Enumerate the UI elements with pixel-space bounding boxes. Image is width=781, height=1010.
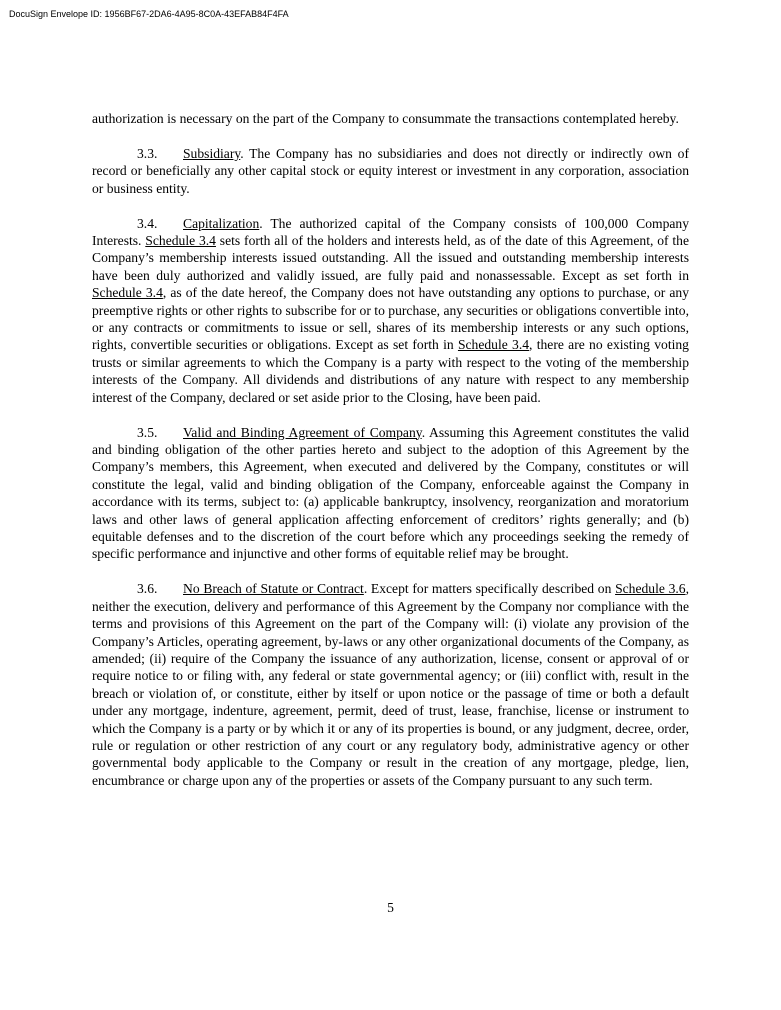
document-body — [92, 110, 689, 807]
section-number: 3.6. — [137, 581, 158, 597]
section-text: sets forth all of the holders and interests held, as of the date of this Agreement, of the Company’s membership interests issued outstanding. All the issued and outstanding membership interests have been duly authorized and validly issued, are fully paid and nonassessable. Except as set forth in — [92, 233, 689, 283]
section-3-5 — [92, 424, 689, 563]
docusign-envelope-id: DocuSign Envelope ID: 1956BF67-2DA6-4A95-8C0A-43EFAB84F4FA — [9, 9, 289, 19]
schedule-reference: Schedule 3.4 — [145, 233, 216, 249]
section-number: 3.4. — [137, 215, 158, 231]
schedule-reference: Schedule 3.4 — [92, 285, 163, 301]
section-heading: Capitalization — [183, 215, 260, 231]
section-heading: No Breach of Statute or Contract — [183, 581, 364, 597]
schedule-reference: Schedule 3.4 — [457, 337, 530, 353]
section-text: . Assuming this Agreement constitutes the valid and binding obligation of the other parties hereto and subject to the adoption of this Agreement by the Company’s members, this Agreement, when executed and delivered by the Company, constitutes or will constitute the legal, valid and binding obligation of the Company, enforceable against the Company in accordance with its terms, subject to: (a) applicable bankruptcy, insolvency, reorganization and moratorium laws and other laws of general application affecting enforcement of creditors’ rights generally; and (b) equitable defenses and to the discretion of the court before which any proceedings seeking the remedy of specific performance and injunctive and other forms of equitable relief may be brought. — [92, 424, 690, 562]
section-text: . The Company has no subsidiaries and does not directly or indirectly own of record or beneficially any other capital stock or equity interest or investment in any corporation, association or business entity. — [92, 145, 689, 196]
section-3-3 — [92, 145, 689, 197]
section-text: , there are no existing voting trusts or similar agreements to which the Company is a party with respect to the voting of the membership interests of the Company. All dividends and distributions of any nature with respect to any membership interest of the Company, declared or set aside prior to the Closing, have been paid. — [92, 337, 689, 405]
paragraph-continuation: authorization is necessary on the part of the Company to consummate the transactions contemplated hereby. — [92, 111, 679, 126]
page-number: 5 — [387, 900, 394, 915]
section-heading: Subsidiary — [183, 145, 241, 161]
section-text: , as of the date hereof, the Company does not have outstanding any options to purchase, or any preemptive rights or other rights to subscribe for or to purchase, any securities or obligations convertible into, or any contracts or commitments to issue or sell, shares of its membership interests or any such options, rights, convertible securities or obligations. Except as set forth in — [92, 285, 689, 353]
schedule-reference: Schedule 3.6 — [615, 581, 686, 597]
section-number: 3.3. — [137, 145, 158, 161]
section-number: 3.5. — [137, 424, 158, 440]
section-text: , neither the execution, delivery and performance of this Agreement by the Company nor compliance with the terms and provisions of this Agreement on the part of the Company will: (i) violate any provision of the Company’s Articles, operating agreement, by-laws or any other organizational documents of the Company, as amended; (ii) require of the Company the issuance of any authorization, license, consent or approval of or require notice to or filing with, any federal or state governmental agency; or (iii) conflict with, result in the breach or violation of, or constitute, either by itself or upon notice or the passage of time or both a default under any mortgage, indenture, agreement, permit, deed of trust, lease, franchise, license or instrument to which the Company is a party or by which it or any of its properties is bound, or any judgment, decree, order, rule or regulation or other restriction of any court or any regulatory body, administrative agency or other governmental body applicable to the Company or result in the creation of any mortgage, pledge, lien, encumbrance or charge upon any of the properties or assets of the Company pursuant to any such term. — [92, 581, 689, 788]
section-text: . The authorized capital of the Company consists of 100,000 Company Interests. — [92, 215, 689, 249]
section-heading: Valid and Binding Agreement of Company — [183, 424, 422, 440]
section-text: . Except for matters specifically described on — [363, 581, 616, 597]
section-3-4 — [92, 215, 689, 406]
section-3-6 — [92, 580, 689, 789]
